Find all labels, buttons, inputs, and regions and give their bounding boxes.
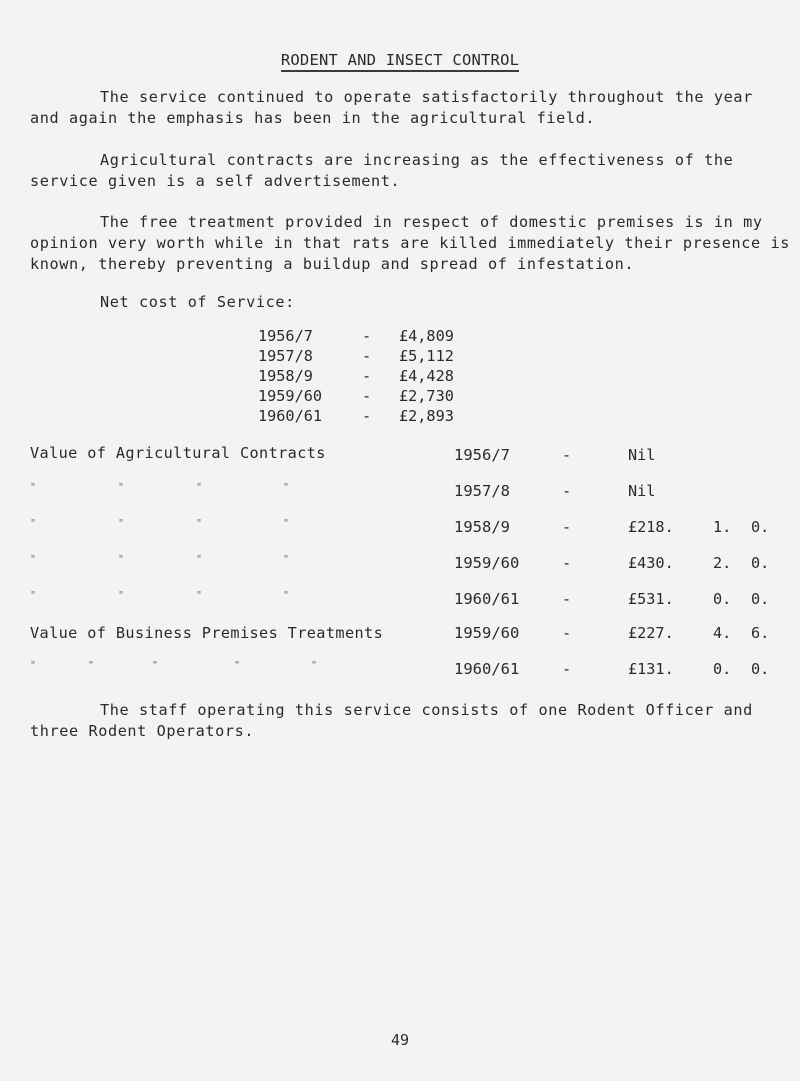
ditto-mark: " bbox=[118, 518, 125, 529]
paragraph-staff bbox=[30, 700, 790, 742]
net-cost-heading: Net cost of Service: bbox=[100, 293, 295, 311]
agricultural-year: 1956/7 bbox=[454, 446, 510, 464]
page-number: 49 bbox=[390, 1031, 410, 1049]
page-title bbox=[0, 51, 800, 69]
business-shillings: 0. bbox=[713, 660, 732, 678]
ditto-mark: " bbox=[196, 590, 203, 601]
ditto-mark: " bbox=[311, 660, 318, 671]
agricultural-pence: 0. bbox=[751, 554, 770, 572]
ditto-mark: " bbox=[152, 660, 159, 671]
business-dash: - bbox=[562, 660, 572, 678]
business-amount: £131. bbox=[628, 660, 674, 678]
agricultural-label: Value of Agricultural Contracts bbox=[30, 444, 326, 462]
ditto-mark: " bbox=[118, 554, 125, 565]
net-cost-amount: £5,112 bbox=[399, 347, 454, 365]
agricultural-shillings: 1. bbox=[713, 518, 732, 536]
net-cost-amount: £2,730 bbox=[399, 387, 454, 405]
agricultural-amount: Nil bbox=[628, 446, 656, 464]
paragraph-staff-text: The staff operating this service consists of one Rodent Officer and three Rodent Operators. bbox=[30, 701, 753, 740]
net-cost-amount: £4,809 bbox=[399, 327, 454, 345]
agricultural-year: 1959/60 bbox=[454, 554, 520, 572]
business-year: 1959/60 bbox=[454, 624, 520, 642]
agricultural-pence: 0. bbox=[751, 518, 770, 536]
net-cost-year: 1956/7 bbox=[258, 327, 313, 345]
ditto-mark: " bbox=[30, 482, 37, 493]
business-amount: £227. bbox=[628, 624, 674, 642]
ditto-mark: " bbox=[30, 554, 37, 565]
agricultural-shillings: 2. bbox=[713, 554, 732, 572]
ditto-mark: " bbox=[118, 482, 125, 493]
net-cost-dash: - bbox=[362, 327, 372, 345]
business-label: Value of Business Premises Treatments bbox=[30, 624, 384, 642]
net-cost-dash: - bbox=[362, 407, 372, 425]
net-cost-dash: - bbox=[362, 387, 372, 405]
net-cost-year: 1960/61 bbox=[258, 407, 323, 425]
ditto-mark: " bbox=[196, 482, 203, 493]
ditto-mark: " bbox=[30, 590, 37, 601]
agricultural-dash: - bbox=[562, 590, 572, 608]
agricultural-dash: - bbox=[562, 554, 572, 572]
agricultural-amount: Nil bbox=[628, 482, 656, 500]
ditto-mark: " bbox=[30, 518, 37, 529]
paragraph-domestic-text: The free treatment provided in respect of domestic premises is in my opinion very worth while in that rats are killed immediately their presence is known, thereby preventing a buildup and spread of infestation. bbox=[30, 213, 791, 273]
ditto-mark: " bbox=[283, 482, 290, 493]
agricultural-year: 1957/8 bbox=[454, 482, 510, 500]
agricultural-pence: 0. bbox=[751, 590, 770, 608]
paragraph-agricultural-text: Agricultural contracts are increasing as the effectiveness of the service given is a self advertisement. bbox=[30, 151, 734, 190]
agricultural-year: 1960/61 bbox=[454, 590, 520, 608]
page-title-text: RODENT AND INSECT CONTROL bbox=[281, 51, 519, 72]
paragraph-domestic bbox=[30, 212, 790, 275]
agricultural-dash: - bbox=[562, 518, 572, 536]
net-cost-year: 1957/8 bbox=[258, 347, 313, 365]
agricultural-dash: - bbox=[562, 446, 572, 464]
ditto-mark: " bbox=[283, 554, 290, 565]
agricultural-shillings: 0. bbox=[713, 590, 732, 608]
ditto-mark: " bbox=[234, 660, 241, 671]
business-pence: 0. bbox=[751, 660, 770, 678]
net-cost-year: 1959/60 bbox=[258, 387, 323, 405]
ditto-mark: " bbox=[118, 590, 125, 601]
paragraph-service bbox=[30, 87, 790, 129]
net-cost-dash: - bbox=[362, 367, 372, 385]
net-cost-dash: - bbox=[362, 347, 372, 365]
business-shillings: 4. bbox=[713, 624, 732, 642]
ditto-mark: " bbox=[196, 518, 203, 529]
ditto-mark: " bbox=[196, 554, 203, 565]
net-cost-amount: £2,893 bbox=[399, 407, 454, 425]
agricultural-amount: £218. bbox=[628, 518, 674, 536]
paragraph-service-text: The service continued to operate satisfactorily throughout the year and again the emphasis has been in the agricultural field. bbox=[30, 88, 753, 127]
business-dash: - bbox=[562, 624, 572, 642]
ditto-mark: " bbox=[283, 518, 290, 529]
agricultural-year: 1958/9 bbox=[454, 518, 510, 536]
net-cost-amount: £4,428 bbox=[399, 367, 454, 385]
ditto-mark: " bbox=[283, 590, 290, 601]
agricultural-amount: £531. bbox=[628, 590, 674, 608]
ditto-mark: " bbox=[30, 660, 37, 671]
ditto-mark: " bbox=[88, 660, 95, 671]
business-pence: 6. bbox=[751, 624, 770, 642]
net-cost-year: 1958/9 bbox=[258, 367, 313, 385]
agricultural-amount: £430. bbox=[628, 554, 674, 572]
business-year: 1960/61 bbox=[454, 660, 520, 678]
agricultural-dash: - bbox=[562, 482, 572, 500]
paragraph-agricultural bbox=[30, 150, 790, 192]
